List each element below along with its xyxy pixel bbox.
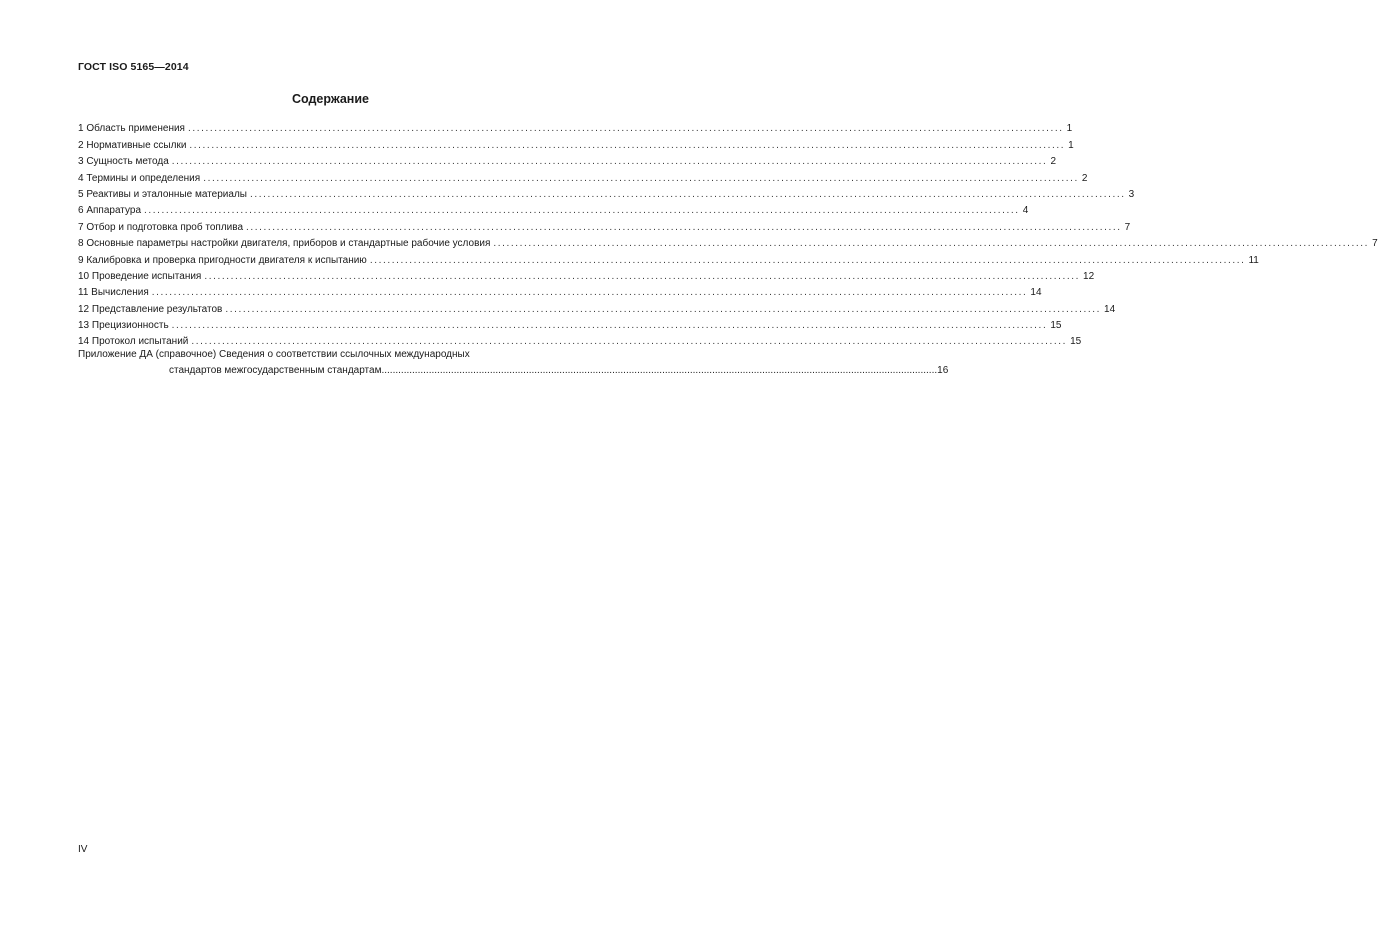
leader-dots: ........................................................................................................................................................................................................: [225, 303, 1102, 315]
leader-dots: ........................................................................................................................................................................................................: [171, 156, 1048, 168]
leader-dots: ........................................................................................................................................................................................................: [187, 123, 1064, 135]
leader-dots: ........................................................................................................................................................................................................: [189, 139, 1066, 151]
toc-entry-label: 14 Протокол испытаний: [78, 336, 189, 348]
toc-entry[interactable]: [78, 118, 1073, 135]
leader-dots: ........................................................................................................................................................................................................: [144, 205, 1020, 217]
document-header: ГОСТ ISO 5165—2014: [78, 61, 189, 73]
toc-entry-label: 8 Основные параметры настройки двигателя, приборов и стандартные рабочие условия: [78, 238, 491, 250]
toc-entry[interactable]: [78, 216, 1131, 233]
leader-dots: ........................................................................................................................................................................................................: [493, 238, 1370, 250]
leader-dots: ........................................................................................................................................................................................................: [151, 287, 1028, 299]
toc-entry[interactable]: [78, 151, 1056, 168]
toc-entry[interactable]: [78, 282, 1042, 299]
toc-entry-page: 12: [1083, 270, 1095, 282]
toc-entry[interactable]: [78, 200, 1029, 217]
leader-dots: ........................................................................................................................................................................................................: [191, 336, 1068, 348]
toc-entry-label: 13 Прецизионность: [78, 320, 169, 332]
leader-dots: ........................................................................................................................................................................................................: [369, 254, 1246, 266]
toc-entry[interactable]: [78, 184, 1135, 200]
toc-entry-page: 2: [1050, 156, 1056, 168]
toc-entry-page: 4: [1022, 205, 1029, 217]
toc-entry[interactable]: [78, 233, 1378, 250]
toc-entry-label: 3 Сущность метода: [78, 156, 169, 168]
toc-entry-label: 4 Термины и определения: [78, 172, 201, 184]
toc-entry-label: 10 Проведение испытания: [78, 270, 202, 282]
annex-page-number: 16: [937, 365, 949, 377]
leader-dots: ........................................................................................................................................................................................................: [171, 320, 1048, 332]
toc-entry[interactable]: [78, 315, 1062, 332]
toc-entry-label: 2 Нормативные ссылки: [78, 139, 187, 151]
toc-entry-label: 11 Вычисления: [78, 287, 149, 299]
page-title: Содержание: [291, 92, 369, 106]
toc-entry-page: 7: [1372, 238, 1378, 250]
toc-entry[interactable]: [78, 134, 1074, 151]
toc-entry-page: 14: [1104, 303, 1116, 315]
toc-entry-label: 5 Реактивы и эталонные материалы: [78, 188, 247, 200]
toc-entry-page: 3: [1128, 188, 1135, 200]
leader-dots: ........................................................................................................................................................................................................: [249, 188, 1126, 200]
leader-dots: ........................................................................................................................................................................................................: [204, 270, 1081, 282]
toc-entry-page: 2: [1081, 172, 1088, 184]
toc-entry-page: 14: [1030, 287, 1042, 299]
toc-entry-page: 15: [1050, 320, 1062, 332]
table-of-contents: [78, 118, 1378, 377]
toc-entry-label: 1 Область применения: [78, 123, 185, 135]
toc-entry[interactable]: [78, 298, 1116, 315]
annex-title-line1: Приложение ДА (справочное) Сведения о соответствии ссылочных международных: [78, 349, 470, 361]
toc-annex-entry[interactable]: [78, 347, 949, 377]
toc-entry[interactable]: [78, 249, 1259, 266]
toc-entry-page: 1: [1066, 123, 1073, 135]
toc-entry-page: 11: [1248, 254, 1259, 266]
toc-entry-label: 12 Представление результатов: [78, 303, 223, 315]
toc-entry-label: 7 Отбор и подготовка проб топлива: [78, 221, 243, 233]
page-number-footer: IV: [78, 844, 88, 855]
toc-entry[interactable]: [78, 266, 1095, 282]
toc-entry-label: 9 Калибровка и проверка пригодности двигателя к испытанию: [78, 254, 367, 266]
leader-dots: ........................................................................................................................................................................................................: [203, 172, 1079, 184]
toc-entry[interactable]: [78, 331, 1082, 348]
leader-dots: ........................................................................................................................................................................................................: [246, 221, 1122, 233]
toc-entry-page: 7: [1124, 221, 1131, 233]
toc-entry-page: 15: [1070, 336, 1082, 348]
toc-entry-label: 6 Аппаратура: [78, 205, 142, 217]
leader-dots: ........................................................................................................................................................................................................: [381, 365, 938, 377]
toc-entry-page: 1: [1068, 139, 1074, 151]
annex-title-line2: стандартов межгосударственным стандартам: [169, 365, 382, 377]
toc-entry[interactable]: [78, 167, 1088, 184]
